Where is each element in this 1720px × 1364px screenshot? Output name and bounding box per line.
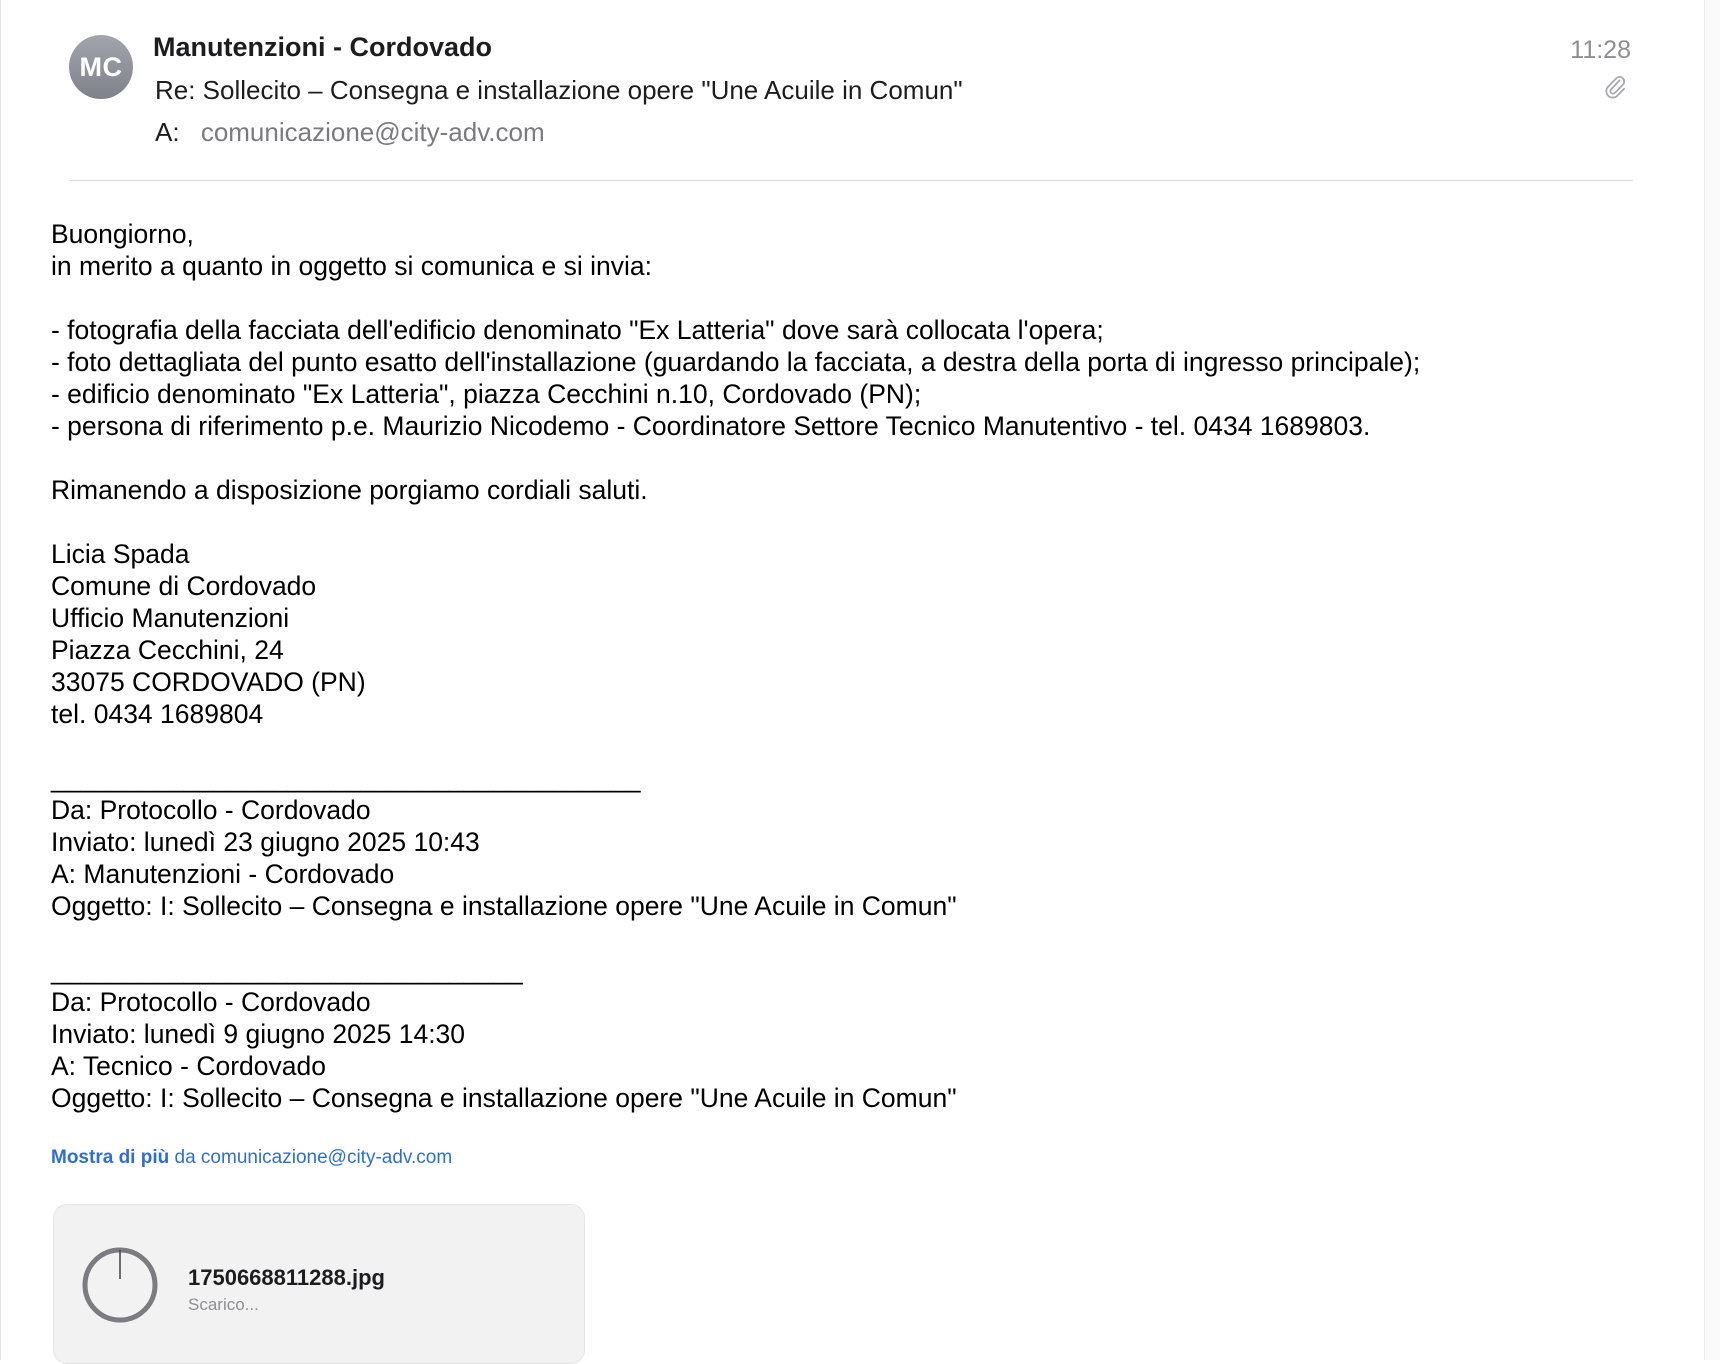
show-more-label[interactable]: Mostra di più	[51, 1147, 170, 1168]
message-time: 11:28	[1570, 36, 1631, 64]
signature-line: tel. 0434 1689804	[51, 699, 264, 729]
body-item: - persona di riferimento p.e. Maurizio Nicodemo - Coordinatore Settore Tecnico Manutentivo - tel. 0434 1689803.	[51, 411, 1371, 441]
message-subject: Re: Sollecito – Consegna e installazione opere "Une Acuile in Comun"	[155, 75, 963, 105]
blank-line	[51, 730, 1651, 762]
header-divider	[69, 180, 1633, 181]
body-item: - fotografia della facciata dell'edificio denominato "Ex Latteria" dove sarà collocata l'opera;	[51, 315, 1104, 345]
quoted-sent: Inviato: lunedì 23 giugno 2025 10:43	[51, 827, 480, 857]
message-body	[51, 218, 1651, 1114]
quoted-to: A: Tecnico - Cordovado	[51, 1051, 326, 1081]
recipient-address[interactable]: comunicazione@city-adv.com	[200, 117, 545, 147]
signature-line: 33075 CORDOVADO (PN)	[51, 667, 366, 697]
quoted-subject: Oggetto: I: Sollecito – Consegna e installazione opere "Une Acuile in Comun"	[51, 891, 957, 921]
quoted-subject: Oggetto: I: Sollecito – Consegna e installazione opere "Une Acuile in Comun"	[51, 1083, 957, 1113]
attachment-filename: 1750668811288.jpg	[188, 1265, 385, 1290]
sender-name[interactable]: Manutenzioni - Cordovado	[153, 32, 492, 62]
show-more-link[interactable]	[51, 1147, 452, 1169]
quoted-from: Da: Protocollo - Cordovado	[51, 987, 371, 1017]
paperclip-icon	[1603, 73, 1627, 101]
body-closing: Rimanendo a disposizione porgiamo cordiali saluti.	[51, 475, 648, 505]
quoted-sent: Inviato: lunedì 9 giugno 2025 14:30	[51, 1019, 466, 1049]
signature-line: Comune di Cordovado	[51, 571, 317, 601]
signature-line: Piazza Cecchini, 24	[51, 635, 284, 665]
body-item: - edificio denominato "Ex Latteria", piazza Cecchini n.10, Cordovado (PN);	[51, 379, 922, 409]
scrollbar[interactable]	[1704, 0, 1720, 1360]
show-more-source[interactable]: da comunicazione@city-adv.com	[169, 1147, 453, 1168]
blank-line	[51, 282, 1651, 314]
blank-line	[51, 506, 1651, 538]
quoted-to: A: Manutenzioni - Cordovado	[51, 859, 395, 889]
message-header	[1, 0, 1705, 180]
attachment-status: Scarico...	[188, 1295, 259, 1314]
blank-line	[51, 442, 1651, 474]
attachment-card[interactable]	[53, 1204, 585, 1364]
body-intro: in merito a quanto in oggetto si comunica e si invia:	[51, 251, 652, 281]
recipient-label: A:	[155, 117, 180, 147]
quote-separator: ________________________________	[51, 955, 523, 985]
recipient-row	[155, 117, 545, 148]
body-greeting: Buongiorno,	[51, 219, 194, 249]
quoted-from: Da: Protocollo - Cordovado	[51, 795, 371, 825]
signature-line: Licia Spada	[51, 539, 190, 569]
avatar: MC	[69, 35, 133, 99]
body-item: - foto dettagliata del punto esatto dell'installazione (guardando la facciata, a destra della porta di ingresso principale);	[51, 347, 1421, 377]
signature-line: Ufficio Manutenzioni	[51, 603, 290, 633]
download-progress-icon	[80, 1245, 160, 1325]
quote-separator: ________________________________________	[51, 763, 641, 793]
blank-line	[51, 922, 1651, 954]
